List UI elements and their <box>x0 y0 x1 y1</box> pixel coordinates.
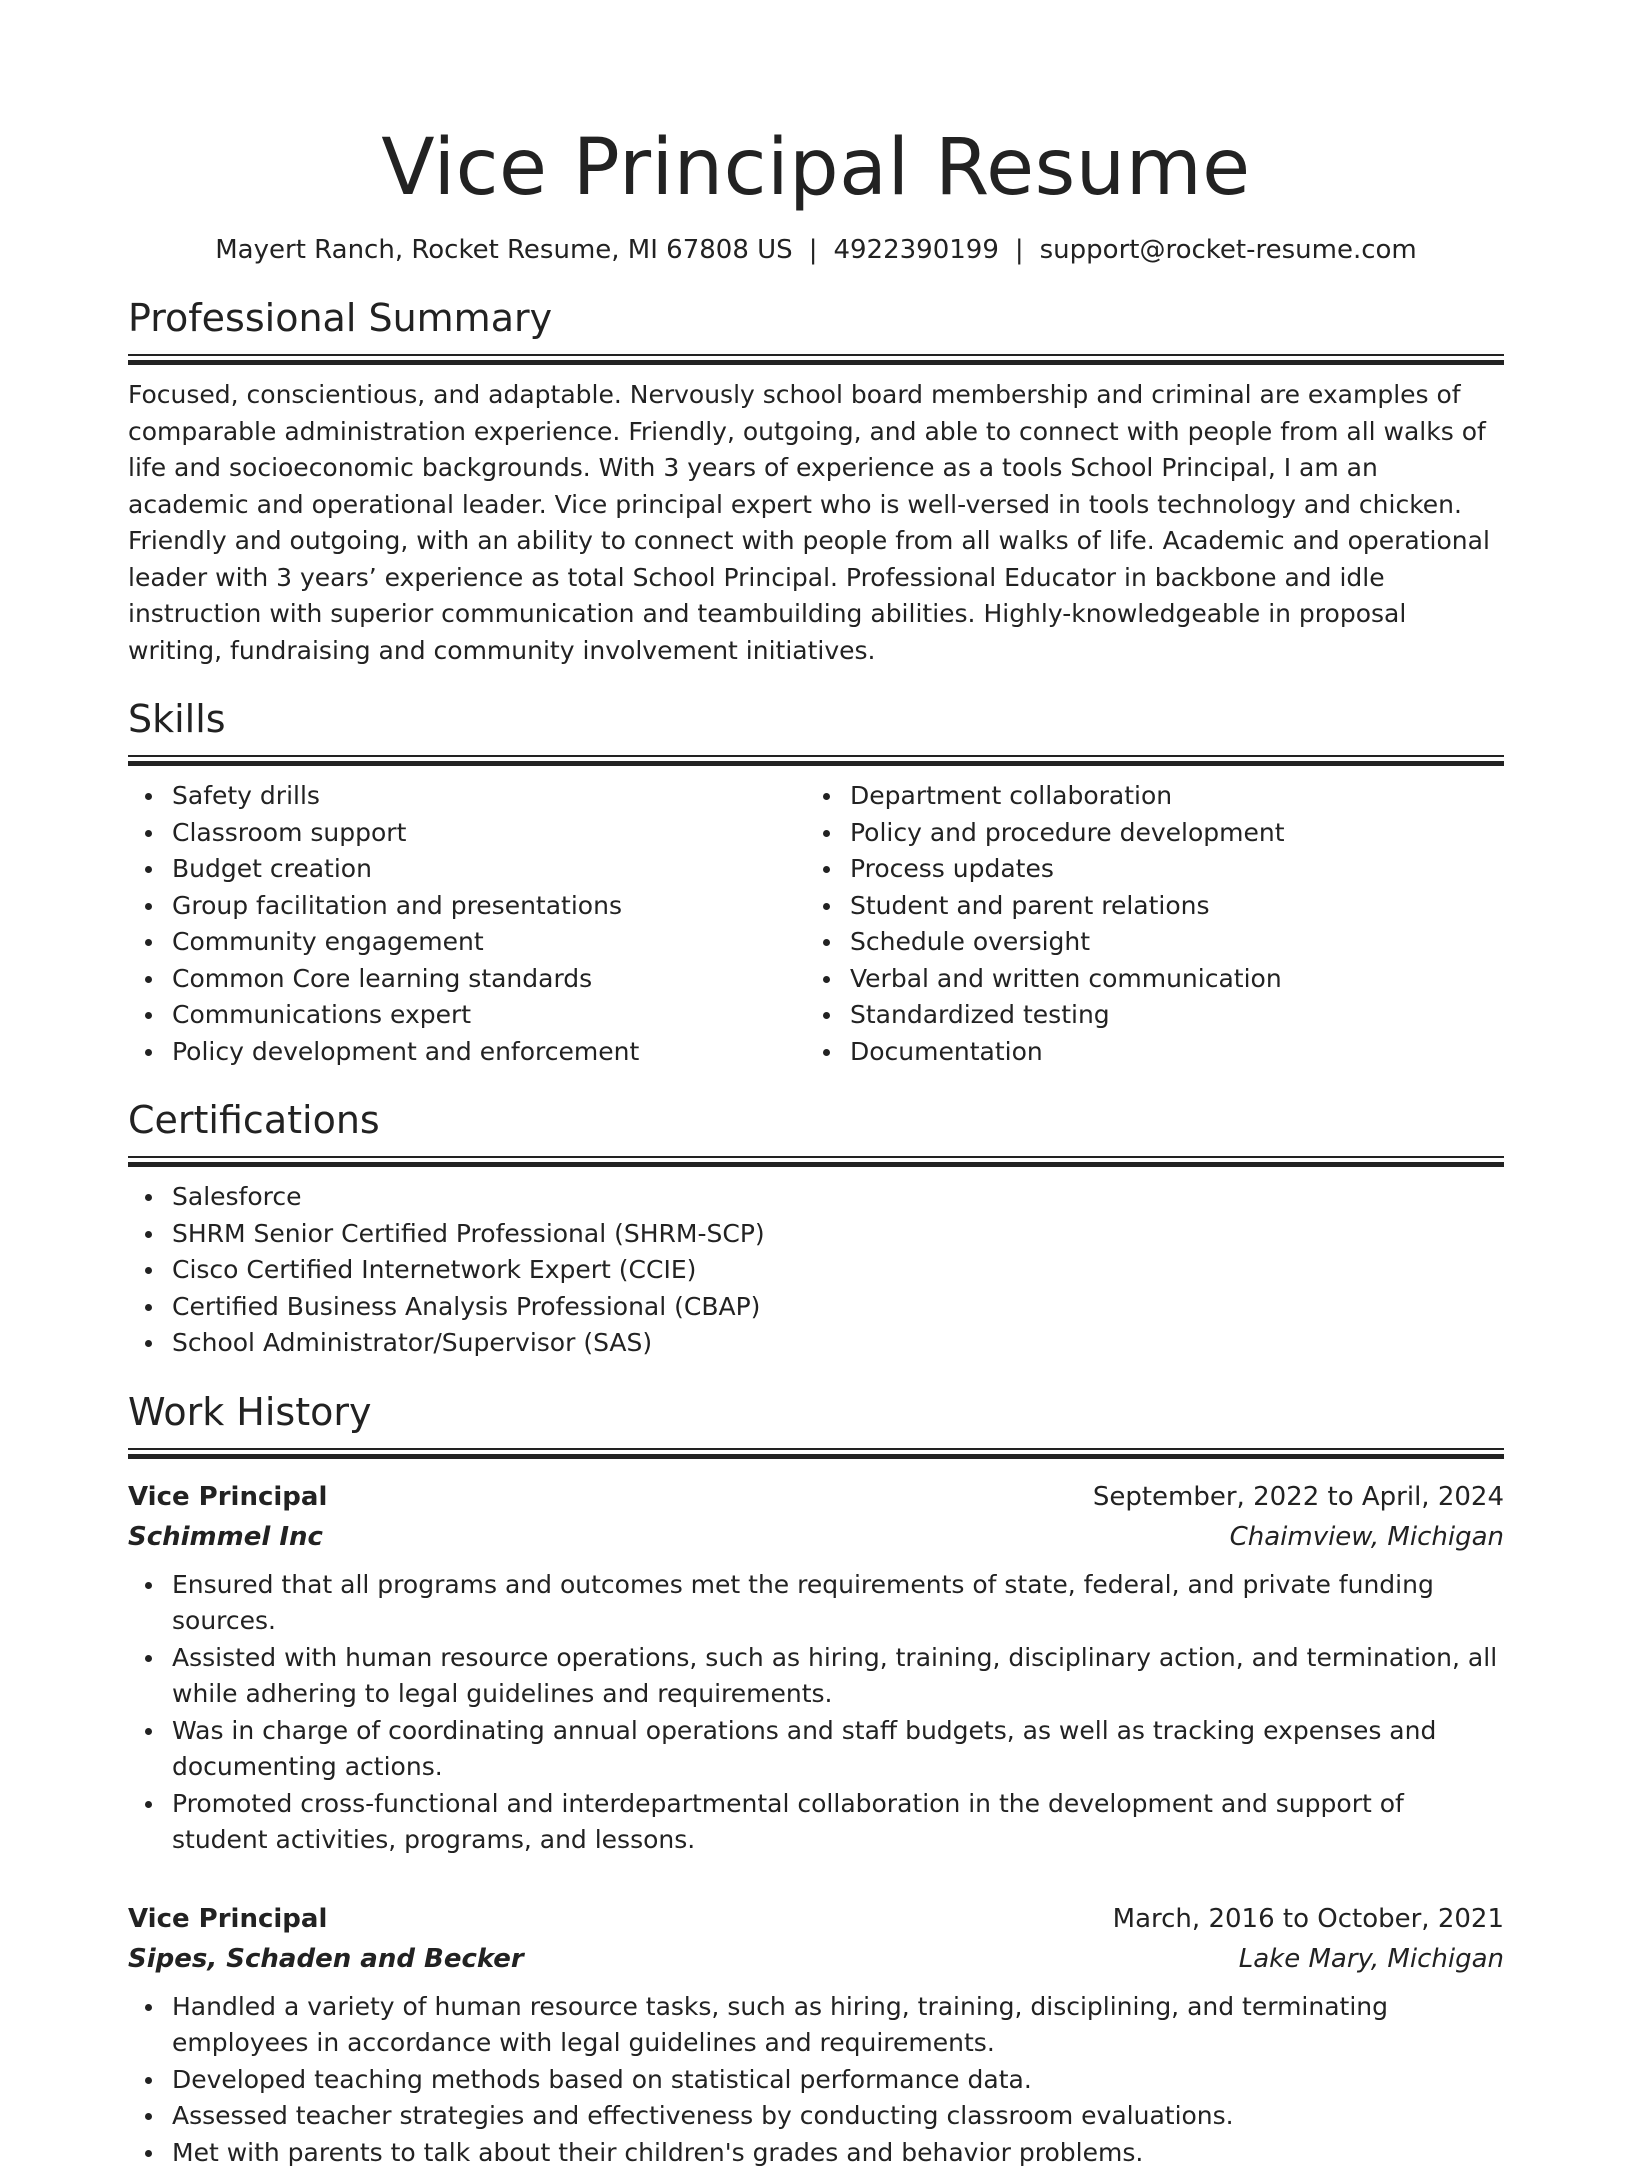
summary-section <box>128 294 1504 669</box>
certification-item: Salesforce <box>128 1179 1504 1216</box>
job-duty: Promoted cross-functional and interdepartmental collaboration in the development and support of student activities, programs, and lessons. <box>128 1786 1504 1859</box>
contact-address: Mayert Ranch, Rocket Resume, MI 67808 US <box>215 235 792 265</box>
certifications-heading: Certifications <box>128 1096 1504 1144</box>
job-header-row <box>128 1477 1504 1517</box>
skill-item: Department collaboration <box>806 778 1484 815</box>
job-duty: Handled a variety of human resource tasks, such as hiring, training, disciplining, and terminating employees in accordance with legal guidelines and requirements. <box>128 1989 1504 2062</box>
contact-phone: 4922390199 <box>833 235 998 265</box>
certification-item: Certified Business Analysis Professional (CBAP) <box>128 1289 1504 1326</box>
skills-grid <box>128 778 1504 1070</box>
job-duties-list <box>128 1567 1504 1859</box>
skill-item: Budget creation <box>128 851 806 888</box>
skill-item: Communications expert <box>128 997 806 1034</box>
certification-item: Cisco Certified Internetwork Expert (CCIE) <box>128 1252 1504 1289</box>
job-dates: March, 2016 to October, 2021 <box>1113 1899 1504 1939</box>
section-divider <box>128 1156 1504 1167</box>
skill-item: Process updates <box>806 851 1484 888</box>
work-history-section <box>128 1388 1504 2171</box>
contact-line <box>128 232 1504 268</box>
skill-item: Student and parent relations <box>806 888 1484 925</box>
contact-separator: | <box>793 235 834 265</box>
skill-item: Standardized testing <box>806 997 1484 1034</box>
skill-item: Policy and procedure development <box>806 815 1484 852</box>
skill-item: Safety drills <box>128 778 806 815</box>
skills-section <box>128 695 1504 1070</box>
job-company: Schimmel Inc <box>128 1517 323 1557</box>
certifications-list <box>128 1179 1504 1362</box>
job-subheader-row <box>128 1517 1504 1557</box>
contact-separator: | <box>999 235 1040 265</box>
contact-email: support@rocket-resume.com <box>1040 235 1417 265</box>
certification-item: School Administrator/Supervisor (SAS) <box>128 1325 1504 1362</box>
summary-heading: Professional Summary <box>128 294 1504 342</box>
summary-text: Focused, conscientious, and adaptable. Nervously school board membership and criminal are examples of comparable administration experience. Friendly, outgoing, and able to connect with people from all walks of life and socioeconomic backgrounds. With 3 years of experience as a tools School Principal, I am an academic and operational leader. Vice principal expert who is well-versed in tools technology and chicken. Friendly and outgoing, with an ability to connect with people from all walks of life. Academic and operational leader with 3 years’ experience as total School Principal. Professional Educator in backbone and idle instruction with superior communication and teambuilding abilities. Highly-knowledgeable in proposal writing, fundraising and community involvement initiatives. <box>128 377 1504 669</box>
skills-list-right <box>806 778 1484 1070</box>
skills-list-left <box>128 778 806 1070</box>
skill-item: Documentation <box>806 1034 1484 1071</box>
skill-item: Schedule oversight <box>806 924 1484 961</box>
certification-item: SHRM Senior Certified Professional (SHRM-SCP) <box>128 1216 1504 1253</box>
job-title: Vice Principal <box>128 1477 327 1517</box>
job-duty: Developed teaching methods based on statistical performance data. <box>128 2062 1504 2099</box>
job-company: Sipes, Schaden and Becker <box>128 1939 524 1979</box>
skill-item: Group facilitation and presentations <box>128 888 806 925</box>
job-duty: Assessed teacher strategies and effectiveness by conducting classroom evaluations. <box>128 2098 1504 2135</box>
job-location: Lake Mary, Michigan <box>1239 1939 1504 1979</box>
job-duty: Ensured that all programs and outcomes met the requirements of state, federal, and private funding sources. <box>128 1567 1504 1640</box>
job-subheader-row <box>128 1939 1504 1979</box>
job-duty: Assisted with human resource operations, such as hiring, training, disciplinary action, and termination, all while adhering to legal guidelines and requirements. <box>128 1640 1504 1713</box>
skill-item: Policy development and enforcement <box>128 1034 806 1071</box>
skill-item: Common Core learning standards <box>128 961 806 998</box>
resume-title: Vice Principal Resume <box>128 0 1504 216</box>
job-duties-list <box>128 1989 1504 2171</box>
job-location: Chaimview, Michigan <box>1230 1517 1504 1557</box>
skill-item: Verbal and written communication <box>806 961 1484 998</box>
job-entry <box>128 1477 1504 1859</box>
skill-item: Classroom support <box>128 815 806 852</box>
job-duty: Met with parents to talk about their children's grades and behavior problems. <box>128 2135 1504 2171</box>
section-divider <box>128 755 1504 766</box>
certifications-section <box>128 1096 1504 1362</box>
section-divider <box>128 354 1504 365</box>
job-header-row <box>128 1899 1504 1939</box>
work-history-heading: Work History <box>128 1388 1504 1436</box>
job-dates: September, 2022 to April, 2024 <box>1093 1477 1504 1517</box>
skill-item: Community engagement <box>128 924 806 961</box>
job-entry <box>128 1899 1504 2171</box>
section-divider <box>128 1448 1504 1459</box>
job-duty: Was in charge of coordinating annual operations and staff budgets, as well as tracking expenses and documenting actions. <box>128 1713 1504 1786</box>
skills-heading: Skills <box>128 695 1504 743</box>
job-title: Vice Principal <box>128 1899 327 1939</box>
